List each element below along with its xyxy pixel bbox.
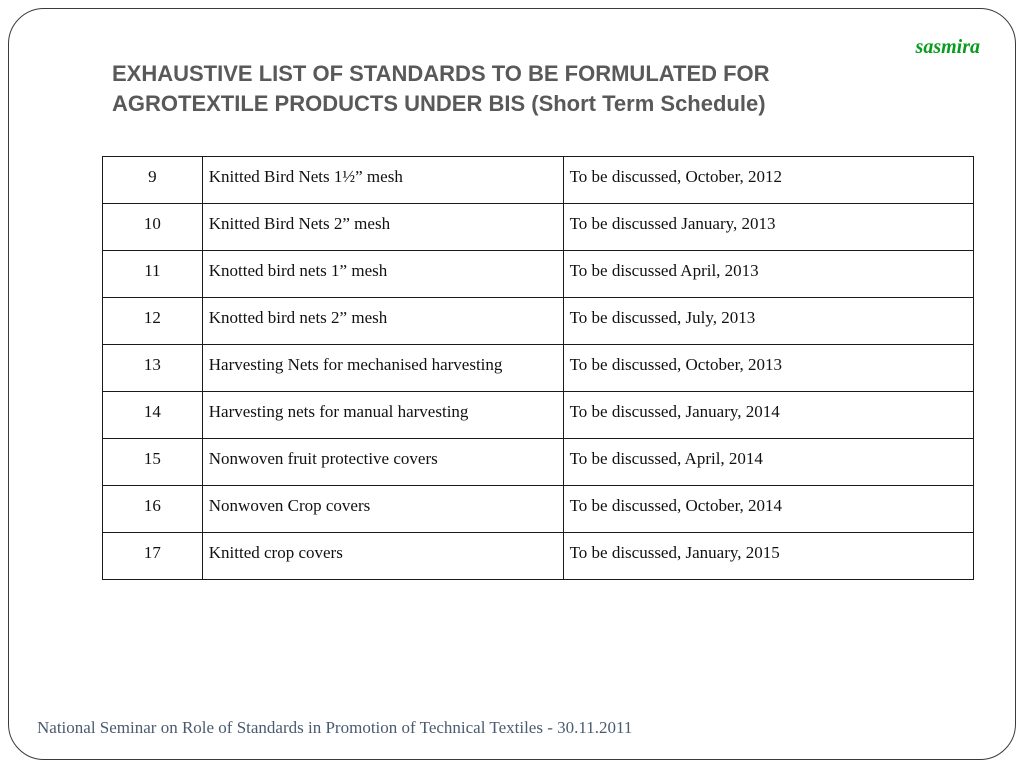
- standards-table: [102, 156, 974, 580]
- footer-text: National Seminar on Role of Standards in Promotion of Technical Textiles - 30.11.2011: [37, 718, 633, 737]
- table-row: [103, 533, 974, 580]
- product-name: Harvesting Nets for mechanised harvesting: [202, 345, 563, 392]
- row-number: 15: [103, 439, 203, 486]
- table-row: [103, 392, 974, 439]
- table-row: [103, 251, 974, 298]
- product-name: Knotted bird nets 2” mesh: [202, 298, 563, 345]
- row-number: 16: [103, 486, 203, 533]
- product-name: Harvesting nets for manual harvesting: [202, 392, 563, 439]
- table-row: [103, 486, 974, 533]
- schedule-text: To be discussed January, 2013: [563, 204, 973, 251]
- row-number: 13: [103, 345, 203, 392]
- brand-logo-text: sasmira: [915, 36, 980, 58]
- schedule-text: To be discussed, October, 2012: [563, 157, 973, 204]
- table-row: [103, 439, 974, 486]
- schedule-text: To be discussed, October, 2013: [563, 345, 973, 392]
- row-number: 9: [103, 157, 203, 204]
- table-row: [103, 345, 974, 392]
- row-number: 12: [103, 298, 203, 345]
- table-row: [103, 298, 974, 345]
- table-row: [103, 204, 974, 251]
- slide-title: EXHAUSTIVE LIST OF STANDARDS TO BE FORMULATED FOR AGROTEXTILE PRODUCTS UNDER BIS (Short Term Schedule): [112, 61, 770, 116]
- schedule-text: To be discussed, October, 2014: [563, 486, 973, 533]
- row-number: 11: [103, 251, 203, 298]
- schedule-text: To be discussed, July, 2013: [563, 298, 973, 345]
- schedule-text: To be discussed, January, 2015: [563, 533, 973, 580]
- schedule-text: To be discussed, January, 2014: [563, 392, 973, 439]
- schedule-text: To be discussed, April, 2014: [563, 439, 973, 486]
- row-number: 17: [103, 533, 203, 580]
- row-number: 10: [103, 204, 203, 251]
- product-name: Nonwoven Crop covers: [202, 486, 563, 533]
- table-row: [103, 157, 974, 204]
- product-name: Knotted bird nets 1” mesh: [202, 251, 563, 298]
- product-name: Knitted Bird Nets 2” mesh: [202, 204, 563, 251]
- product-name: Knitted Bird Nets 1½” mesh: [202, 157, 563, 204]
- product-name: Nonwoven fruit protective covers: [202, 439, 563, 486]
- row-number: 14: [103, 392, 203, 439]
- product-name: Knitted crop covers: [202, 533, 563, 580]
- schedule-text: To be discussed April, 2013: [563, 251, 973, 298]
